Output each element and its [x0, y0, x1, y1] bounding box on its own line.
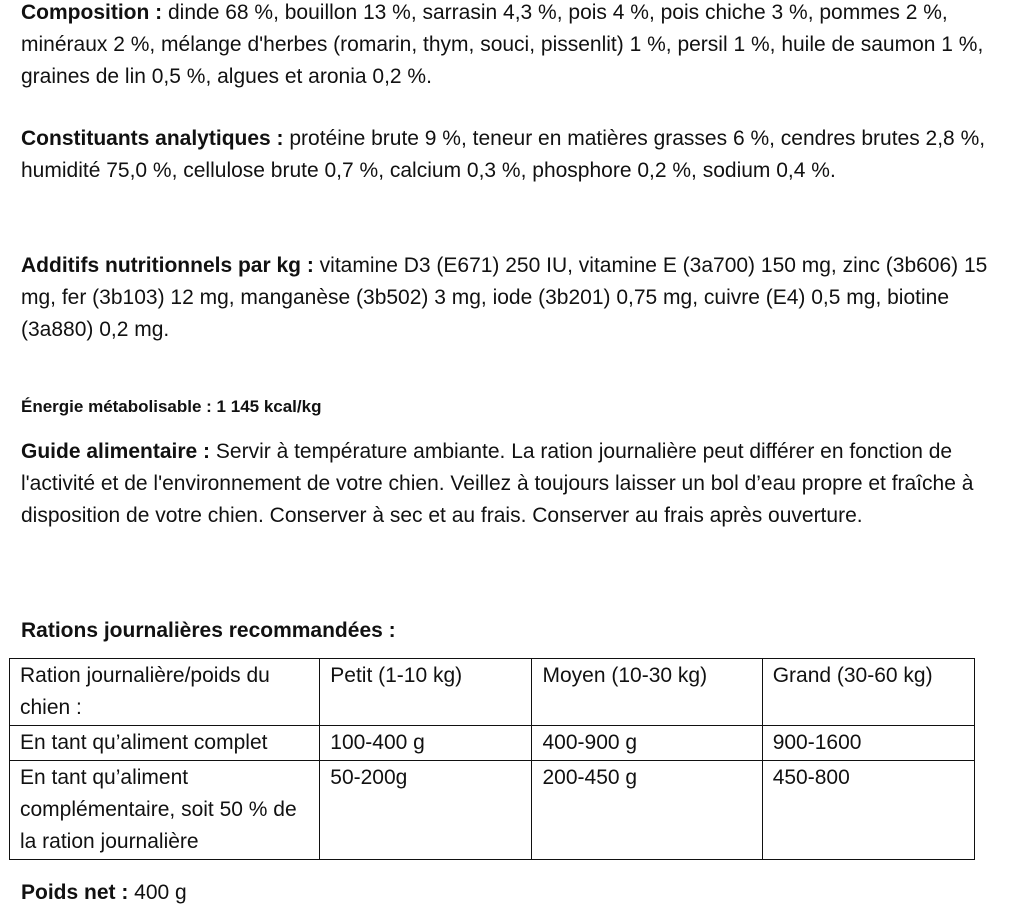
feeding-guide-text: Servir à température ambiante. La ration journalière peut différer en fonction de l'activité et de l'environnement de votre chien. Veillez à toujours laisser un bol d’eau propre et fraîche à disposition de votre chien. Conserver à sec et au frais. Conserver au frais après ouverture. [21, 440, 974, 527]
table-cell: 900-1600 [762, 726, 974, 761]
table-row [10, 761, 975, 860]
composition-label: Composition : [21, 1, 163, 24]
table-header-row [10, 659, 975, 726]
table-header-cell: Petit (1-10 kg) [320, 659, 532, 726]
feeding-guide-paragraph [21, 436, 1011, 532]
feeding-guide-label: Guide alimentaire : [21, 440, 211, 463]
table-cell: En tant qu’aliment complémentaire, soit 50 % de la ration journalière [10, 761, 320, 860]
analytical-label: Constituants analytiques : [21, 127, 284, 150]
nutritional-additives-paragraph [21, 250, 1006, 346]
additives-label: Additifs nutritionnels par kg : [21, 254, 314, 277]
composition-text: dinde 68 %, bouillon 13 %, sarrasin 4,3 %, pois 4 %, pois chiche 3 %, pommes 2 %, minéraux 2 %, mélange d'herbes (romarin, thym, souci, pissenlit) 1 %, persil 1 %, huile de saumon 1 %, graines de lin 0,5 %, algues et aronia 0,2 %. [21, 1, 984, 88]
rations-table [9, 658, 975, 860]
net-weight-value: 400 g [128, 881, 187, 904]
net-weight-label: Poids net : [21, 881, 129, 904]
table-row [10, 726, 975, 761]
net-weight [21, 877, 187, 909]
analytical-text: protéine brute 9 %, teneur en matières grasses 6 %, cendres brutes 2,8 %, humidité 75,0 %, cellulose brute 0,7 %, calcium 0,3 %, phosphore 0,2 %, sodium 0,4 %. [21, 127, 986, 182]
table-cell: 100-400 g [320, 726, 532, 761]
additives-text: vitamine D3 (E671) 250 IU, vitamine E (3a700) 150 mg, zinc (3b606) 15 mg, fer (3b103) 12 mg, manganèse (3b502) 3 mg, iode (3b201) 0,75 mg, cuivre (E4) 0,5 mg, biotine (3a880) 0,2 mg. [21, 254, 988, 341]
metabolizable-energy: Énergie métabolisable : 1 145 kcal/kg [21, 397, 322, 416]
table-header-cell: Ration journalière/poids du chien : [10, 659, 320, 726]
table-cell: 200-450 g [532, 761, 762, 860]
analytical-constituents-paragraph [21, 123, 1006, 187]
table-header-cell: Grand (30-60 kg) [762, 659, 974, 726]
table-cell: En tant qu’aliment complet [10, 726, 320, 761]
table-cell: 50-200g [320, 761, 532, 860]
table-header-cell: Moyen (10-30 kg) [532, 659, 762, 726]
rations-title: Rations journalières recommandées : [21, 619, 396, 642]
table-cell: 400-900 g [532, 726, 762, 761]
composition-paragraph [21, 0, 1006, 93]
table-cell: 450-800 [762, 761, 974, 860]
